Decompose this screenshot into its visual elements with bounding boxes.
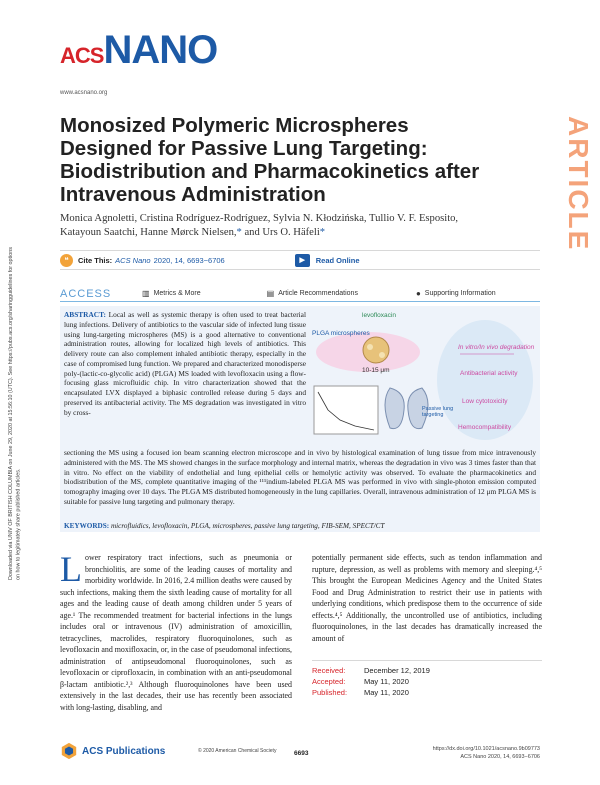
journal-website-link[interactable]: www.acsnano.org [60,90,108,96]
supporting-info-button[interactable] [416,289,496,298]
toc-graphic [310,310,536,446]
logo-nano: NANO [103,28,218,72]
toc-label-size: 10-15 μm [362,367,390,374]
acs-publications-logo[interactable] [60,742,165,760]
published-label: Published: [312,688,348,697]
section-tab [548,52,600,272]
keywords-text: microfluidics, levofloxacin, PLGA, microspheres, passive lung targeting, FIB-SEM, SPECT/CT [109,522,385,530]
received-date: December 12, 2019 [364,666,430,675]
access-bar [60,286,540,302]
supporting-label: Supporting Information [424,290,496,297]
body-column-right: potentially permanent side effects, such as tendon inflammation and rupture, depression, as well as problems with memory and sleeping.⁴,⁵ This brought the European Medicines Agency and the United States Food and Drug Administration to restrict their use in patients with underlying conditions, which predispose them to the occurrence of side effects.⁴,⁵ Additionally, the uncontrolled use of antibiotics, including fluoroquinolones, in the last decades has dramatically increased the amount of [312,553,542,643]
article-dates [312,660,542,698]
read-online-icon: ▶ [295,254,310,267]
section-label: ARTICLE [563,116,594,252]
cite-journal-link[interactable]: ACS Nano [115,255,151,265]
abstract-part-2: sectioning the MS using a focused ion beam scanning electron microscope and in vivo by histological examination of lung tissue from mice intravenously administered with the MS. The MS showed changes in the surface morphology and internal matrix, whereas the degradation in vivo was 3 times faster than that in vitro. No effect on the viability of endothelial and lung epithelial cells or hemolytic activity was observed. To evaluate the pharmacokinetics and biodistribution of the MS, complete quantitative imaging of the ¹¹¹indium-labeled PLGA MS was performed in vivo with single-photon emission computed tomography imaging over 10 days. The PLGA MS distributed homogeneously in the lung capillaries. Overall, intravenous administration of 12 μm PLGA MS is suitable for passive lung targeting and pulmonary therapy. [64,448,536,506]
doi-link[interactable]: https://dx.doi.org/10.1021/acsnano.9b09773 [432,746,540,752]
author-list [60,212,540,241]
toc-plot [314,386,378,434]
abstract-text-1: Local as well as systemic therapy is often used to treat bacterial lung infections. Delivery of antibiotics to the vascular side of infected lung tissue using lung-targeting microspheres (MS) is a good alternative to conventional administration routes, allowing for localized high levels of antibiotics. This delivery route can also complement inhaled antibiotic therapy, especially in the case of compromised lung function. We prepared and characterized monodisperse poly-(lactic-co-glycolic acid) (PLGA) MS loaded with levofloxacin using a flow-focusing glass microfluidic chip. In vitro characterization showed that the encapsulated LVX displayed a biphasic controlled release during 5 days and preserved its antibacterial activity. The MS degradation was investigated in vitro by cross- [64,310,306,417]
corresponding-star-2[interactable]: * [319,227,326,239]
copyright: © 2020 American Chemical Society [198,748,277,754]
keywords [64,522,536,530]
footer-ref: ACS Nano 2020, 14, 6693−6706 [460,753,540,760]
toc-label-degradation: In vitro/In vivo degradation [458,344,535,351]
journal-logo [60,30,217,76]
body-column-left [60,549,292,713]
metrics-button[interactable] [142,289,201,298]
authors-line-2a: Katayoun Saatchi, Hanne Mørck Nielsen, [60,227,237,239]
authors-line-2b: and Urs O. Häfeli [241,227,320,239]
bar-chart-icon: ▥ [142,289,150,298]
cite-bar [60,250,540,270]
toc-label-antibacterial: Antibacterial activity [460,370,518,377]
cite-label: Cite This: [78,255,113,265]
info-circle-icon: ● [415,289,421,298]
recommendations-label: Article Recommendations [278,290,358,297]
corresponding-star[interactable]: * [236,227,242,239]
toc-label-plga: PLGA microspheres [312,330,370,337]
access-label: ACCESS [60,287,112,300]
toc-microsphere [363,337,389,363]
document-icon: ▤ [266,289,275,298]
received-label: Received: [312,666,346,675]
abstract-label: ABSTRACT: [64,310,106,319]
toc-microsphere-dot [367,344,373,350]
read-online-button[interactable] [295,254,360,267]
logo-acs: ACS [60,43,104,68]
cite-quote-icon: ❝ [60,254,73,267]
toc-label-hemo: Hemocompatibility [458,424,512,431]
article-title: Monosized Polymeric Microspheres Designed for Passive Lung Targeting: Biodistribution and Pharmacokinetics after Intravenous Administration [60,114,480,206]
toc-label-passive: Passive lung targeting [422,406,454,418]
publisher-name: ACS Publications [82,745,166,757]
authors-line-1: Monica Agnoletti, Cristina Rodríguez-Rodríguez, Sylvia N. Kłodzińska, Tullio V. F. Esposito, [60,213,459,224]
toc-lung-left [385,388,404,429]
toc-label-levofloxacin: levofloxacin [362,312,396,319]
dropcap: L [60,549,82,589]
accepted-label: Accepted: [312,677,346,686]
received-row [312,665,542,676]
doi-block [433,746,540,761]
page-number: 6693 [294,750,309,757]
published-date: May 11, 2020 [364,688,409,697]
toc-label-cytotoxicity: Low cytotoxicity [462,398,508,405]
acs-hex-icon [60,742,78,760]
page-footer [60,738,540,764]
accepted-date: May 11, 2020 [364,677,409,686]
download-note: Downloaded via UNIV OF BRITISH COLUMBIA on June 29, 2020 at 15:56:10 (UTC). See https://pubs.acs.org/sharingguidelines for options on how to legitimately share published articles. [8,247,22,580]
body-text-left: ower respiratory tract infections, such as pneumonia or bronchiolitis, are some of the leading causes of mortality and morbidity worldwide. In 2016, 2.4 million deaths were caused by such infections, making them the sixth leading cause of mortality for all ages and the leading cause of death among children under 5 years of age.¹ The recommended treatment for bacterial infections in the lungs includes oral or intravenous (IV) administration of amoxicillin, tetracyclines, macrolides, respiratory fluoroquinolones, such as levofloxacin and moxifloxacin, or, in the case of pseudomonal infections, administration of antipseudomonal fluoroquinolones, such as levofloxacin or ciprofloxacin, in combination with an anti-pseudomonal β-lactam antibiotic.²,³ Although fluoroquinolones have been used extensively in the last decades, their use has recently been associated with long-lasting, disabling, and [60,553,292,712]
toc-blob-blue [437,320,533,440]
authors-line-2 [60,226,540,240]
abstract-part-1 [64,310,306,417]
cite-ref-link[interactable]: 2020, 14, 6693−6706 [153,255,225,265]
metrics-label: Metrics & More [153,290,201,297]
recommendations-button[interactable] [267,289,358,298]
keywords-label: KEYWORDS: [64,522,110,530]
published-row [312,687,542,698]
accepted-row [312,676,542,687]
read-online-label: Read Online [315,255,360,265]
toc-microsphere-dot-2 [379,352,385,358]
